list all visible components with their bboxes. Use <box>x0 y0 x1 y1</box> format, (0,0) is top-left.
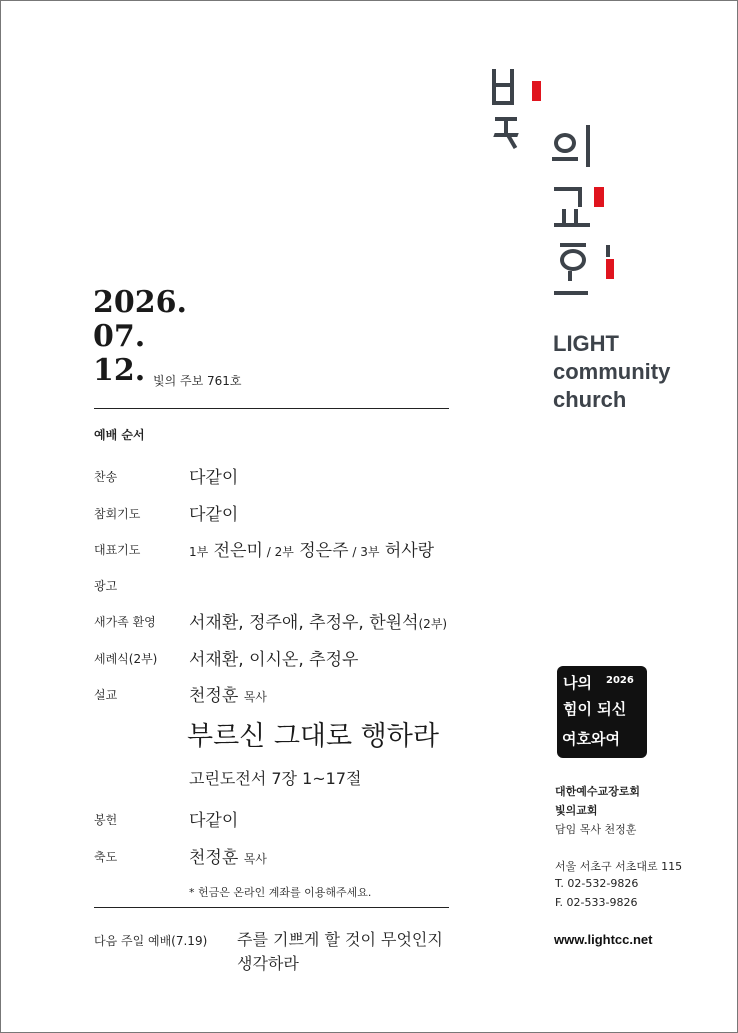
offering-value: 다같이 <box>189 811 239 831</box>
website-link[interactable]: www.lightcc.net <box>554 932 653 947</box>
hymn-label: 찬송 <box>94 470 118 484</box>
service-2-name: 정은주 <box>299 541 349 561</box>
next-title-line-2: 생각하라 <box>237 954 299 973</box>
blessing-name: 천정훈 <box>189 848 239 868</box>
badge-line-1: 나의 <box>563 674 592 692</box>
welcome-label: 새가족 환영 <box>94 615 156 629</box>
church-logo <box>480 55 630 305</box>
sermon-label: 설교 <box>94 688 118 702</box>
divider-top <box>94 408 449 409</box>
welcome-suffix: (2부) <box>418 617 448 631</box>
badge-line-2: 힘이 되신 <box>563 700 627 718</box>
telephone: T. 02-532-9826 <box>555 877 639 890</box>
service-3-label: 3부 <box>360 545 380 559</box>
badge-line-3: 여호와여 <box>562 730 620 748</box>
notice-label: 광고 <box>94 579 118 593</box>
service-3-name: 허사랑 <box>384 541 435 561</box>
date-year: 2026. <box>93 285 187 320</box>
baptism-label: 세례식(2부) <box>94 652 158 666</box>
repent-label: 참회기도 <box>94 507 141 521</box>
church-name: 빛의교회 <box>555 804 598 817</box>
welcome-value <box>189 608 447 633</box>
brand-line-3: church <box>553 387 627 412</box>
blessing-title: 목사 <box>243 852 267 866</box>
date-month: 07. <box>93 319 146 354</box>
separator: / <box>262 545 275 559</box>
rep-prayer-label: 대표기도 <box>94 543 141 557</box>
separator: / <box>348 545 361 559</box>
preacher-name: 천정훈 <box>189 686 239 706</box>
blessing-label: 축도 <box>94 850 118 864</box>
repent-value: 다같이 <box>189 505 239 525</box>
fax: F. 02-533-9826 <box>555 896 638 909</box>
order-title: 예배 순서 <box>94 428 145 442</box>
brand-wordmark <box>553 330 670 414</box>
offering-note: * 헌금은 온라인 계좌를 이용해주세요. <box>189 886 372 899</box>
next-title-line-1: 주를 기쁘게 할 것이 무엇인지 <box>237 930 443 949</box>
brand-line-1: LIGHT <box>553 331 619 356</box>
baptism-value: 서재환, 이시온, 추정우 <box>189 650 359 670</box>
issue-number: 빛의 주보 761호 <box>153 374 242 388</box>
sermon-title: 부르신 그대로 행하라 <box>187 721 439 752</box>
address: 서울 서초구 서초대로 115 <box>555 860 683 873</box>
denomination: 대한예수교장로회 <box>555 785 641 798</box>
service-1-label: 1부 <box>189 545 209 559</box>
preacher-title: 목사 <box>243 690 267 704</box>
rep-prayer-value <box>189 536 434 561</box>
welcome-names: 서재환, 정주애, 추정우, 한원석 <box>189 613 419 633</box>
service-1-name: 전은미 <box>213 541 263 561</box>
date-day: 12. <box>93 353 146 388</box>
pastor: 담임 목사 천정훈 <box>555 823 637 836</box>
scripture: 고린도전서 7장 1~17절 <box>189 769 362 788</box>
blessing-value <box>189 843 267 868</box>
preacher <box>189 681 267 706</box>
next-week-title <box>237 928 467 976</box>
brand-line-2: community <box>553 359 671 384</box>
service-2-label: 2부 <box>274 545 294 559</box>
hymn-value: 다같이 <box>189 468 239 488</box>
divider-bottom <box>94 907 449 908</box>
badge-year: 2026 <box>606 675 634 686</box>
offering-label: 봉헌 <box>94 813 118 827</box>
next-week-label: 다음 주일 예배(7.19) <box>94 934 208 948</box>
yearly-theme-badge <box>557 666 647 758</box>
